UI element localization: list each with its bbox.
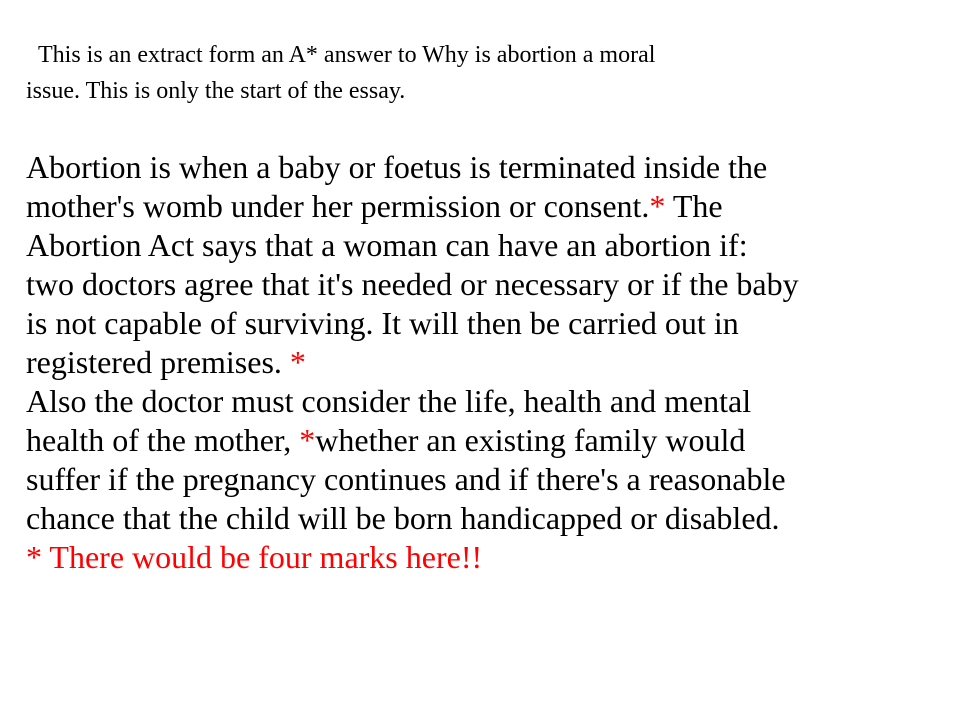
intro-note	[26, 37, 906, 109]
mark-asterisk: *	[299, 422, 316, 458]
intro-line-2: issue. This is only the start of the essay.	[26, 78, 406, 104]
essay-line: Abortion is when a baby or foetus is terminated inside the	[26, 149, 768, 185]
essay-line: Abortion Act says that a woman can have an abortion if:	[26, 227, 748, 263]
marks-note: * There would be four marks here!!	[26, 539, 483, 575]
mark-asterisk: *	[649, 188, 666, 224]
essay-line: Also the doctor must consider the life, health and mental	[26, 383, 752, 419]
essay-line: is not capable of surviving. It will then be carried out in	[26, 305, 739, 341]
essay-text: The	[665, 188, 723, 224]
essay-line: chance that the child will be born handicapped or disabled.	[26, 500, 780, 536]
essay-line	[26, 187, 936, 226]
essay-line: two doctors agree that it's needed or necessary or if the baby	[26, 266, 799, 302]
essay-line: suffer if the pregnancy continues and if there's a reasonable	[26, 461, 786, 497]
essay-text: mother's womb under her permission or consent.	[26, 188, 650, 224]
essay-text: whether an existing family would	[315, 422, 746, 458]
essay-line	[26, 343, 936, 382]
mark-asterisk: *	[289, 344, 306, 380]
intro-line-1: This is an extract form an A* answer to Why is abortion a moral	[38, 42, 656, 68]
essay-text: health of the mother,	[26, 422, 300, 458]
essay-line	[26, 421, 936, 460]
essay-text: registered premises.	[26, 344, 290, 380]
essay-body	[26, 148, 936, 577]
